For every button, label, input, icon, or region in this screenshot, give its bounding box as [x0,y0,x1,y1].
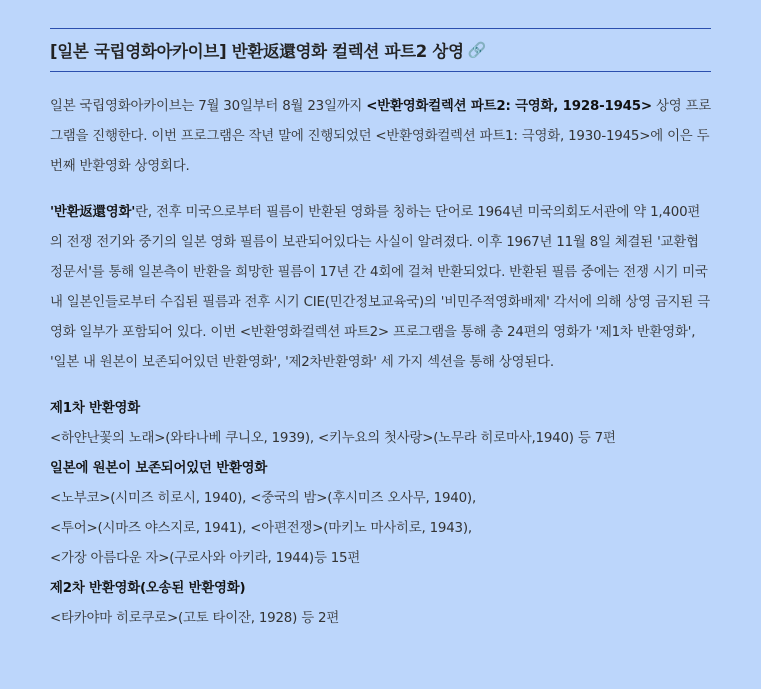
intro-text-pre: 일본 국립영화아카이브는 7월 30일부터 8월 23일까지 [50,99,367,114]
intro-text-post: 상영 프로그램을 진행한다. 이번 프로그램은 작년 말에 진행되었던 <반환영화컬렉션 파트1: 극영화, 1930-1945>에 이은 두번째 반환영화 상영회다. [50,99,711,174]
section-line: <하얀난꽃의 노래>(와타나베 쿠니오, 1939), <키누요의 첫사랑>(노무라 히로마사,1940) 등 7편 [50,431,616,446]
title-bar [50,28,711,72]
intro-paragraph [50,92,711,182]
intro-program-title: <반환영화컬렉션 파트2: 극영화, 1928-1945> [366,99,652,114]
section-heading: 제1차 반환영화 [50,401,140,416]
link-icon[interactable]: 🔗 [467,41,487,59]
section-preserved-in-japan [50,454,711,574]
article [50,28,711,634]
film-sections [50,394,711,634]
section-heading: 제2차 반환영화(오송된 반환영화) [50,581,246,596]
section-heading: 일본에 원본이 보존되어있던 반환영화 [50,461,268,476]
definition-text: 란, 전후 미국으로부터 필름이 반환된 영화를 칭하는 단어로 1964년 미국의회도서관에 약 1,400편의 전쟁 전기와 중기의 일본 영화 필름이 보관되어있다는 사실이 알려졌다. 이후 1967년 11월 8일 체결된 '교환협정문서'를 통해 일본측이 반환을 희망한 필름이 17년 간 4회에 걸쳐 반환되었다. 반환된 필름 중에는 전쟁 시기 미국 내 일본인들로부터 수집된 필름과 전후 시기 CIE(민간정보교육국)의 '비민주적영화배제' 각서에 의해 상영 금지된 극영화 일부가 포함되어 있다. 이번 <반환영화컬렉션 파트2> 프로그램을 통해 총 24편의 영화가 '제1차 반환영화', '일본 내 원본이 보존되어있던 반환영화', '제2차반환영화' 세 가지 섹션을 통해 상영된다. [50,205,710,370]
section-second-return [50,574,711,634]
article-title: [일본 국립영화아카이브] 반환返還영화 컬렉션 파트2 상영 [50,42,464,61]
section-line: <가장 아름다운 자>(구로사와 아키라, 1944)등 15편 [50,551,361,566]
section-first-return [50,394,711,454]
section-line: <노부코>(시미즈 히로시, 1940), <중국의 밤>(후시미즈 오사무, 1940), [50,491,477,506]
section-line: <투어>(시마즈 야스지로, 1941), <아편전쟁>(마키노 마사히로, 1943), [50,521,472,536]
definition-term: '반환返還영화' [50,205,136,220]
definition-paragraph [50,198,711,378]
section-line: <타카야마 히로쿠로>(고토 타이잔, 1928) 등 2편 [50,611,340,626]
